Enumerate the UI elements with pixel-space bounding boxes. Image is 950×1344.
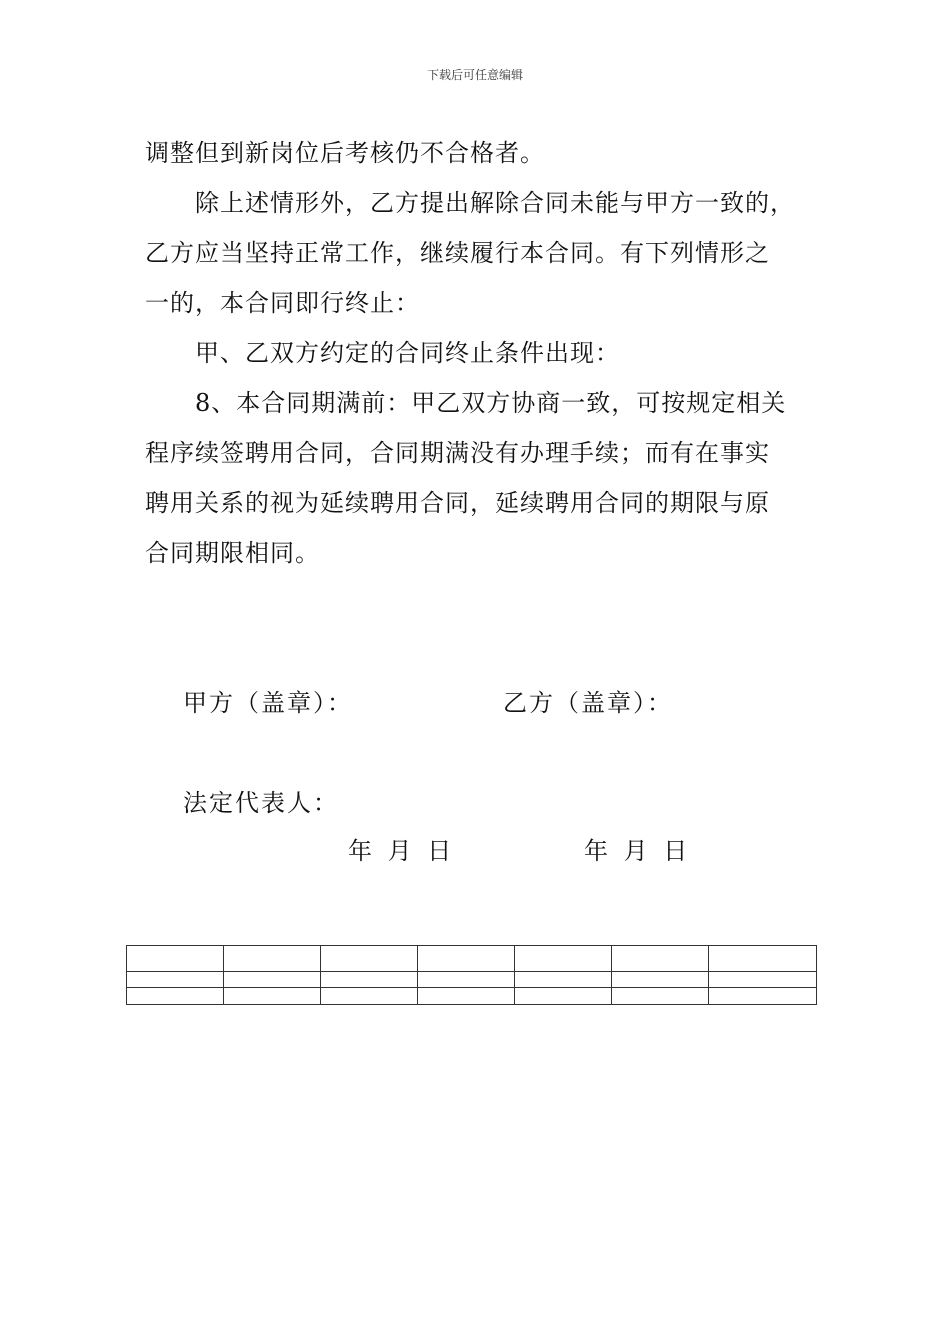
table-cell	[321, 988, 418, 1005]
table-cell	[709, 946, 817, 972]
party-a-date: 年 月 日	[348, 837, 452, 865]
table-cell	[612, 988, 709, 1005]
table-cell	[515, 971, 612, 988]
table-cell	[515, 988, 612, 1005]
party-b-seal-label: 乙方（盖章）：	[503, 689, 673, 717]
table-row	[127, 988, 817, 1005]
party-a-seal-label: 甲方（盖章）：	[183, 689, 353, 717]
table-cell	[224, 988, 321, 1005]
table-cell	[709, 971, 817, 988]
table-cell	[515, 946, 612, 972]
table-cell	[418, 946, 515, 972]
table-cell	[224, 946, 321, 972]
contract-line: 甲、乙双方约定的合同终止条件出现：	[195, 339, 620, 367]
table-cell	[321, 946, 418, 972]
page-header-note: 下载后可任意编辑	[426, 68, 523, 82]
contract-line: 除上述情形外，乙方提出解除合同未能与甲方一致的，	[195, 189, 795, 217]
legal-representative-label: 法定代表人：	[183, 789, 339, 817]
table-row	[127, 946, 817, 972]
contract-line: 乙方应当坚持正常工作，继续履行本合同。有下列情形之	[145, 239, 770, 267]
table-cell	[418, 971, 515, 988]
table-cell	[418, 988, 515, 1005]
contract-line: 8、本合同期满前：甲乙双方协商一致，可按规定相关	[195, 389, 787, 417]
table-cell	[127, 971, 224, 988]
party-b-date: 年 月 日	[584, 837, 688, 865]
blank-footer-table	[126, 945, 817, 1005]
contract-line: 调整但到新岗位后考核仍不合格者。	[145, 139, 545, 167]
table-row	[127, 971, 817, 988]
table-cell	[224, 971, 321, 988]
table-cell	[709, 988, 817, 1005]
table-cell	[321, 971, 418, 988]
table-cell	[127, 946, 224, 972]
table-cell	[127, 988, 224, 1005]
contract-line: 程序续签聘用合同，合同期满没有办理手续；而有在事实	[145, 439, 770, 467]
contract-line: 聘用关系的视为延续聘用合同，延续聘用合同的期限与原	[145, 489, 770, 517]
contract-line: 一的，本合同即行终止：	[145, 289, 420, 317]
contract-line: 合同期限相同。	[145, 539, 320, 567]
table-cell	[612, 946, 709, 972]
table-cell	[612, 971, 709, 988]
